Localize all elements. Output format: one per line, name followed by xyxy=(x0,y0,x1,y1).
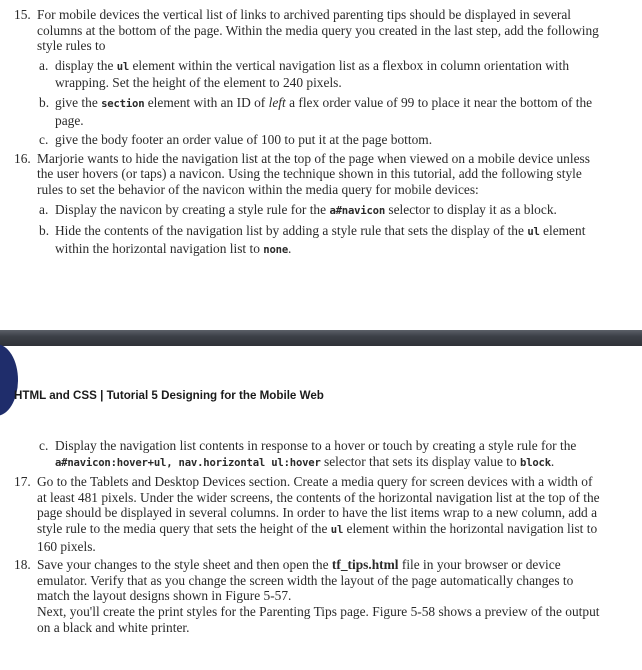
item-number: 17. xyxy=(14,474,31,490)
item-text: For mobile devices the vertical list of links to archived parenting tips should be displayed in several columns at the bottom of the page. Within the media query you created in the last step, add the following style rules to xyxy=(37,7,599,54)
top-exercise-list xyxy=(0,7,642,258)
code-block: block xyxy=(520,456,551,469)
filename-tf-tips: tf_tips.html xyxy=(331,557,399,573)
running-header: HTML and CSS | Tutorial 5 Designing for the Mobile Web xyxy=(14,389,324,402)
code-none: none xyxy=(263,243,288,256)
sub-letter: b. xyxy=(39,223,50,239)
sub-letter: a. xyxy=(39,57,49,73)
list-item-16 xyxy=(0,151,642,198)
item-number: 18. xyxy=(14,557,31,573)
code-ul: ul xyxy=(330,523,344,536)
bottom-exercise-list xyxy=(0,438,642,635)
list-item-18: 18. Save your changes to the style sheet and then open the tf_tips.html file in your browser or device emulator. Verify that as you change the screen width the layout of the page automatically changes to match the layout designs shown in Figure 5-57. xyxy=(14,557,574,604)
code-hover-selector: a#navicon:hover+ul, nav.horizontal ul:hover xyxy=(55,456,321,469)
sub-item-15a: a. display the ul element within the vertical navigation list as a flexbox in column orientation with wrapping. Set the height of the element to 240 pixels. xyxy=(39,57,570,91)
emphasis-left: left xyxy=(268,94,286,110)
sub-item-15b: b. give the section element with an ID of left a flex order value of 99 to place it near the bottom of the page. xyxy=(39,94,593,128)
sub-letter: b. xyxy=(39,94,50,110)
sub-item-16a: a. Display the navicon by creating a style rule for the a#navicon selector to display it as a block. xyxy=(39,201,557,217)
code-navicon: a#navicon xyxy=(329,204,386,217)
sub-item-16c: c. Display the navigation list contents in response to a hover or touch by creating a style rule for the a#navicon:hover+ul, nav.horizontal ul:hover selector that sets its display value to block. xyxy=(39,438,577,469)
code-section: section xyxy=(101,97,145,110)
list-item-18-continuation: Next, you'll create the print styles for the Parenting Tips page. Figure 5-58 shows a preview of the output on a black and white printer. xyxy=(37,603,600,635)
code-ul: ul xyxy=(116,60,130,73)
sub-letter: a. xyxy=(39,201,49,217)
item-text: Marjorie wants to hide the navigation list at the top of the page when viewed on a mobile device unless the user hovers (or taps) a navicon. Using the technique shown in this tutorial, add the following style rules to set the behavior of the navicon within the media query for mobile devices: xyxy=(37,150,590,197)
sub-letter: c. xyxy=(39,438,49,453)
code-ul: ul xyxy=(527,226,540,239)
item-number: 15. xyxy=(14,7,31,22)
list-item-17: 17. Go to the Tablets and Desktop Devices section. Create a media query for screen devices with a width of at least 481 pixels. Under the wider screens, the contents of the horizontal navigation list at the top of the page should be displayed in several columns. In order to have the list items wrap to a new column, add a style rule to the media query that sets the height of the ul element within the horizontal navigation list to 160 pixels. xyxy=(14,474,600,554)
list-item-15 xyxy=(0,7,642,54)
item-number: 16. xyxy=(14,150,31,166)
sub-item-16b: b. Hide the contents of the navigation list by adding a style rule that sets the display of the ul element within the horizontal navigation list to none. xyxy=(39,223,586,256)
sub-item-15c: c. give the body footer an order value of 100 to put it at the page bottom. xyxy=(39,132,433,148)
page-divider xyxy=(0,330,642,346)
sub-letter: c. xyxy=(39,132,49,148)
